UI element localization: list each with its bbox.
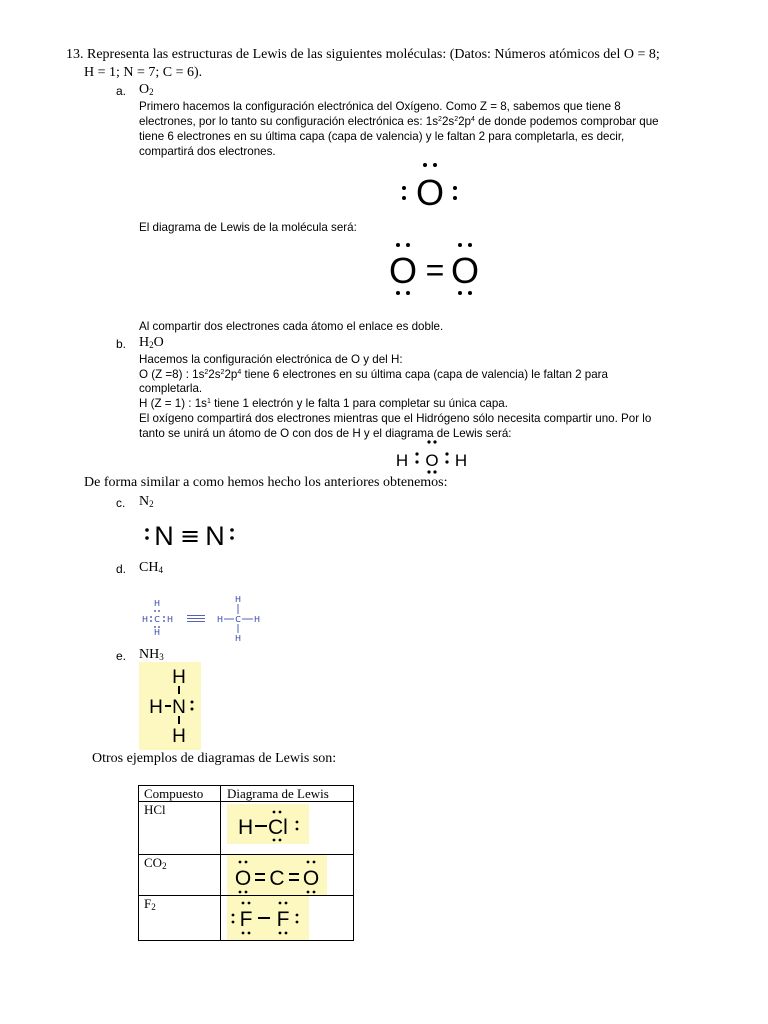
n2-lewis-diagram (142, 516, 238, 552)
part-a-conclusion: Al compartir dos electrones cada átomo el enlace es doble. (139, 320, 444, 333)
diagram-hcl-cell (221, 802, 354, 855)
part-b-line-5: El oxígeno compartirá dos electrones mientras que el Hidrógeno sólo necesita compartir uno. Por lo (139, 412, 652, 425)
ch4-h-top: H (153, 599, 161, 608)
co2-lewis-diagram (227, 855, 327, 895)
ch4-struct-carbon: C (235, 615, 241, 624)
o2-lewis-diagram (384, 238, 486, 300)
compound-co2: $CO_2$ (139, 855, 221, 896)
compound-hcl: HCl (139, 802, 221, 855)
part-a-label: a. (116, 84, 127, 98)
o2-double-bond: = (425, 252, 445, 288)
ch4-lewis-diagram (138, 592, 268, 646)
h2o-lewis-diagram (394, 438, 470, 476)
question-text-1: Representa las estructuras de Lewis de las siguientes moléculas: (Datos: Números atómicos del O = 8; (87, 47, 660, 62)
similar-text: De forma similar a como hemos hecho los anteriores obtenemos: (84, 475, 448, 490)
diagram-f2-cell (221, 896, 354, 941)
part-b-line-4: H (Z = 1) : $1s^1$ tiene 1 electrón y le falta 1 para completar su única capa. (139, 397, 508, 410)
part-d-formula: $CH_4$ (139, 560, 163, 575)
part-b-line-2: O (Z =8) : $1s^22s^22p^4$ tiene 6 electrones en su última capa (capa de valencia) le faltan 2 para (139, 368, 608, 381)
ch4-struct-h-bottom: H (234, 634, 242, 643)
o2-left-atom: O (388, 250, 418, 291)
part-c-label: c. (116, 496, 126, 510)
h2o-right-h: H (454, 451, 468, 470)
o2-right-atom: O (450, 250, 480, 291)
table-row (139, 802, 354, 855)
ch4-carbon: C (154, 615, 160, 624)
part-a-diagram-intro: El diagrama de Lewis de la molécula será: (139, 221, 357, 234)
hcl-chlorine: Cl (268, 816, 288, 839)
f2-left-fluorine: F (239, 908, 253, 931)
ch4-struct-h-top: H (234, 595, 242, 604)
nh3-h-top: H (172, 667, 186, 688)
part-b-line-1: Hacemos la configuración electrónica de O y del H: (139, 353, 403, 366)
n2-right-atom: N (205, 521, 225, 551)
part-a-paragraph-1: Primero hacemos la configuración electrónica del Oxígeno. Como Z = 8, sabemos que tiene 8 (139, 100, 621, 113)
f2-lewis-diagram (227, 896, 309, 940)
ch4-struct-h-right: H (253, 615, 261, 624)
lewis-examples-table (138, 785, 354, 941)
otros-ejemplos-text: Otros ejemplos de diagramas de Lewis son: (92, 751, 337, 766)
f2-right-fluorine: F (276, 908, 290, 931)
hcl-hydrogen: H (238, 816, 254, 839)
ch4-h-bottom: H (153, 628, 161, 637)
part-a-paragraph-3: tiene 6 electrones en su última capa (capa de valencia) y le faltan 2 para completarla, es decir, (139, 130, 625, 143)
part-a-formula: $O_2$ (139, 82, 154, 97)
nh3-lewis-diagram (139, 662, 201, 750)
part-b-formula: $H_2O$ (139, 335, 164, 350)
nh3-h-left: H (149, 697, 163, 718)
nh3-h-bottom: H (172, 726, 186, 747)
part-c-formula: $N_2$ (139, 494, 154, 509)
co2-left-oxygen: O (234, 867, 252, 890)
table-header-row (139, 786, 354, 802)
question-line-2: H = 1; N = 7; C = 6). (84, 65, 203, 80)
h2o-oxygen: O (425, 451, 439, 470)
part-b-label: b. (116, 337, 127, 351)
co2-carbon: C (269, 867, 285, 890)
hcl-lewis-diagram (227, 804, 309, 844)
ch4-struct-h-left: H (216, 615, 224, 624)
h2o-left-h: H (395, 451, 409, 470)
header-compuesto: Compuesto (139, 786, 221, 802)
part-e-formula: $NH_3$ (139, 647, 164, 662)
table-row (139, 855, 354, 896)
part-e-label: e. (116, 649, 127, 663)
ch4-h-left: H (141, 615, 149, 624)
table-row (139, 896, 354, 941)
part-a-paragraph-2: electrones, por lo tanto su configuración electrónica es: $1s^22s^22p^4$ de donde podemos comprobar que (139, 115, 659, 128)
n2-triple-bond: ≡ (179, 522, 201, 550)
header-diagrama: Diagrama de Lewis (221, 786, 354, 802)
part-b-line-6: tanto se unirá un átomo de O con dos de H y el diagrama de Lewis será: (139, 427, 512, 440)
part-b-line-3: completarla. (139, 382, 203, 395)
compound-f2: $F_2$ (139, 896, 221, 941)
question-number: 13. (66, 47, 84, 62)
oxygen-atom-lewis-diagram (398, 158, 462, 214)
nh3-nitrogen: N (172, 697, 186, 718)
question-line-1 (66, 47, 660, 63)
n2-left-atom: N (154, 521, 174, 551)
oxygen-atom-symbol: O (415, 172, 445, 213)
ch4-h-right: H (166, 615, 174, 624)
part-a-paragraph-4: compartirá dos electrones. (139, 145, 276, 158)
diagram-co2-cell (221, 855, 354, 896)
part-d-label: d. (116, 562, 127, 576)
co2-right-oxygen: O (302, 867, 320, 890)
